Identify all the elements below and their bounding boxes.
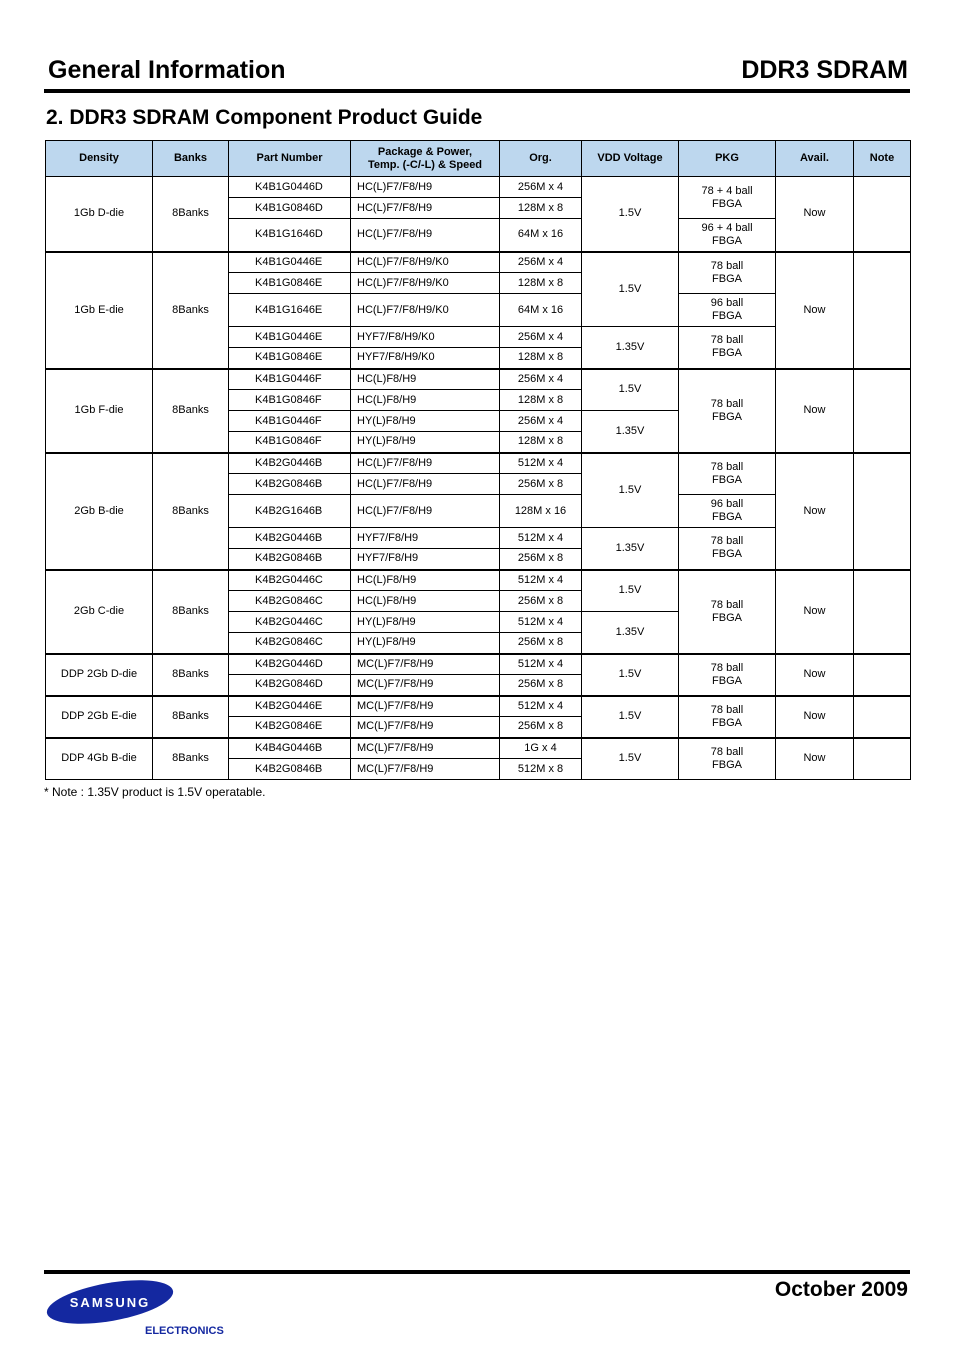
org-cell: 128M x 16 [500, 495, 582, 528]
samsung-logo-text: SAMSUNG [69, 1295, 151, 1310]
pkg-line2: FBGA [712, 234, 742, 247]
pkg-cell [679, 369, 776, 453]
avail-cell: Now [776, 177, 854, 252]
col-header-package-speed [351, 141, 500, 177]
avail-cell: Now [776, 570, 854, 654]
pkg-cell [679, 219, 776, 252]
package-speed-cell: HC(L)F8/H9 [351, 591, 500, 612]
footer-date: October 2009 [774, 1278, 908, 1301]
part-number-cell: K4B2G0446D [229, 654, 351, 675]
package-speed-cell: MC(L)F7/F8/H9 [351, 738, 500, 759]
vdd-cell: 1.35V [582, 528, 679, 570]
pkg-cell [679, 177, 776, 219]
org-cell: 256M x 4 [500, 411, 582, 432]
org-cell: 128M x 8 [500, 348, 582, 369]
banks-cell: 8Banks [153, 177, 229, 252]
footer-rule [44, 1270, 910, 1274]
col-header-package-line2: Temp. (-C/-L) & Speed [367, 158, 483, 171]
note-cell [854, 570, 911, 654]
org-cell: 512M x 4 [500, 654, 582, 675]
org-cell: 256M x 8 [500, 591, 582, 612]
vdd-cell: 1.5V [582, 453, 679, 528]
note-cell [854, 453, 911, 570]
vdd-cell: 1.35V [582, 612, 679, 654]
col-header-part-number: Part Number [229, 141, 351, 177]
package-speed-cell: HC(L)F7/F8/H9 [351, 453, 500, 474]
part-number-cell: K4B1G0446D [229, 177, 351, 198]
density-cell: DDP 2Gb E-die [46, 696, 153, 738]
package-speed-cell: HC(L)F7/F8/H9/K0 [351, 252, 500, 273]
package-speed-cell: HY(L)F8/H9 [351, 633, 500, 654]
banks-cell: 8Banks [153, 696, 229, 738]
pkg-line2: FBGA [712, 758, 742, 771]
pkg-line1: 78 ball [710, 460, 744, 473]
pkg-line2: FBGA [712, 310, 742, 322]
avail-cell: Now [776, 453, 854, 570]
org-cell: 512M x 4 [500, 696, 582, 717]
avail-cell: Now [776, 369, 854, 453]
pkg-line1: 78 ball [710, 598, 744, 611]
footnote: * Note : 1.35V product is 1.5V operatable. [44, 785, 266, 799]
density-cell: DDP 2Gb D-die [46, 654, 153, 696]
pkg-cell [679, 528, 776, 570]
part-number-cell: K4B2G0446B [229, 453, 351, 474]
pkg-line2: FBGA [712, 347, 742, 360]
density-cell: 2Gb C-die [46, 570, 153, 654]
package-speed-cell: MC(L)F7/F8/H9 [351, 759, 500, 780]
package-speed-cell: MC(L)F7/F8/H9 [351, 717, 500, 738]
col-header-package-line1: Package & Power, [377, 145, 473, 158]
density-cell: 1Gb E-die [46, 252, 153, 369]
table-row [46, 570, 911, 591]
package-speed-cell: HYF7/F8/H9 [351, 549, 500, 570]
package-speed-cell: HC(L)F8/H9 [351, 369, 500, 390]
org-cell: 256M x 8 [500, 549, 582, 570]
part-number-cell: K4B4G0446B [229, 738, 351, 759]
col-header-density: Density [46, 141, 153, 177]
package-speed-cell: HC(L)F7/F8/H9 [351, 198, 500, 219]
package-speed-cell: HC(L)F8/H9 [351, 570, 500, 591]
part-number-cell: K4B1G1646D [229, 219, 351, 252]
note-cell [854, 654, 911, 696]
org-cell: 256M x 4 [500, 252, 582, 273]
col-header-pkg: PKG [679, 141, 776, 177]
vdd-cell: 1.5V [582, 738, 679, 780]
banks-cell: 8Banks [153, 654, 229, 696]
pkg-line1: 78 ball [710, 259, 744, 272]
package-speed-cell: HC(L)F7/F8/H9 [351, 177, 500, 198]
part-number-cell: K4B1G0846F [229, 432, 351, 453]
vdd-cell: 1.5V [582, 369, 679, 411]
org-cell: 512M x 4 [500, 612, 582, 633]
table-body [46, 177, 911, 780]
banks-cell: 8Banks [153, 738, 229, 780]
density-cell: DDP 4Gb B-die [46, 738, 153, 780]
pkg-line2: FBGA [712, 473, 742, 486]
avail-cell: Now [776, 252, 854, 369]
vdd-cell: 1.5V [582, 696, 679, 738]
org-cell: 512M x 4 [500, 570, 582, 591]
col-header-vdd: VDD Voltage [582, 141, 679, 177]
part-number-cell: K4B2G0846B [229, 549, 351, 570]
package-speed-cell: HC(L)F7/F8/H9 [351, 474, 500, 495]
org-cell: 256M x 8 [500, 675, 582, 696]
org-cell: 256M x 4 [500, 369, 582, 390]
samsung-logo [44, 1278, 176, 1326]
part-number-cell: K4B2G0446C [229, 570, 351, 591]
org-cell: 256M x 8 [500, 717, 582, 738]
note-cell [854, 177, 911, 252]
product-guide-table [45, 140, 911, 780]
part-number-cell: K4B1G0846E [229, 348, 351, 369]
org-cell: 128M x 8 [500, 273, 582, 294]
pkg-cell [679, 495, 776, 528]
part-number-cell: K4B2G0846B [229, 474, 351, 495]
part-number-cell: K4B2G0846D [229, 675, 351, 696]
pkg-line1: 78 ball [710, 397, 744, 410]
table-header-row [46, 141, 911, 177]
org-cell: 512M x 4 [500, 453, 582, 474]
pkg-line1: 78 ball [710, 745, 744, 758]
density-cell: 1Gb D-die [46, 177, 153, 252]
part-number-cell: K4B1G0446E [229, 252, 351, 273]
avail-cell: Now [776, 696, 854, 738]
part-number-cell: K4B1G0846E [229, 273, 351, 294]
header-right-title: DDR3 SDRAM [741, 56, 908, 84]
pkg-line2: FBGA [712, 674, 742, 687]
pkg-line1: 78 + 4 ball [701, 184, 753, 197]
pkg-cell [679, 696, 776, 738]
pkg-line2: FBGA [712, 197, 742, 210]
header-left-title: General Information [48, 56, 286, 84]
pkg-cell [679, 654, 776, 696]
col-header-banks: Banks [153, 141, 229, 177]
org-cell: 256M x 8 [500, 633, 582, 654]
package-speed-cell: HC(L)F7/F8/H9/K0 [351, 294, 500, 327]
package-speed-cell: MC(L)F7/F8/H9 [351, 654, 500, 675]
pkg-cell [679, 252, 776, 294]
samsung-logo-ellipse [44, 1278, 176, 1326]
part-number-cell: K4B1G0446F [229, 369, 351, 390]
pkg-line1: 78 ball [710, 535, 744, 548]
package-speed-cell: MC(L)F7/F8/H9 [351, 675, 500, 696]
pkg-cell [679, 453, 776, 495]
section-title: 2. DDR3 SDRAM Component Product Guide [46, 106, 483, 129]
pkg-cell [679, 738, 776, 780]
package-speed-cell: HC(L)F7/F8/H9 [351, 495, 500, 528]
org-cell: 512M x 4 [500, 528, 582, 549]
pkg-line1: 78 ball [710, 703, 744, 716]
part-number-cell: K4B1G0846D [229, 198, 351, 219]
header-rule [44, 89, 910, 93]
org-cell: 256M x 4 [500, 177, 582, 198]
part-number-cell: K4B2G0846B [229, 759, 351, 780]
package-speed-cell: HC(L)F8/H9 [351, 390, 500, 411]
table-row [46, 654, 911, 675]
part-number-cell: K4B2G0446B [229, 528, 351, 549]
banks-cell: 8Banks [153, 252, 229, 369]
package-speed-cell: HC(L)F7/F8/H9 [351, 219, 500, 252]
pkg-cell [679, 294, 776, 327]
package-speed-cell: HC(L)F7/F8/H9/K0 [351, 273, 500, 294]
col-header-avail: Avail. [776, 141, 854, 177]
pkg-line1: 78 ball [710, 661, 744, 674]
package-speed-cell: HY(L)F8/H9 [351, 612, 500, 633]
org-cell: 256M x 8 [500, 474, 582, 495]
banks-cell: 8Banks [153, 369, 229, 453]
part-number-cell: K4B2G0446E [229, 696, 351, 717]
package-speed-cell: HYF7/F8/H9 [351, 528, 500, 549]
pkg-line2: FBGA [712, 272, 742, 285]
part-number-cell: K4B1G0846F [229, 390, 351, 411]
table-row [46, 738, 911, 759]
table-row [46, 369, 911, 390]
org-cell: 128M x 8 [500, 432, 582, 453]
org-cell: 64M x 16 [500, 219, 582, 252]
note-cell [854, 369, 911, 453]
part-number-cell: K4B2G0846E [229, 717, 351, 738]
pkg-line2: FBGA [712, 410, 742, 423]
pkg-line1: 96 + 4 ball [701, 221, 753, 234]
table-row [46, 252, 911, 273]
pkg-cell [679, 570, 776, 654]
org-cell: 128M x 8 [500, 198, 582, 219]
samsung-logo-subtext: ELECTRONICS [145, 1325, 224, 1337]
vdd-cell: 1.35V [582, 327, 679, 369]
package-speed-cell: HYF7/F8/H9/K0 [351, 348, 500, 369]
table-row [46, 177, 911, 198]
part-number-cell: K4B1G0446E [229, 327, 351, 348]
part-number-cell: K4B2G1646B [229, 495, 351, 528]
package-speed-cell: MC(L)F7/F8/H9 [351, 696, 500, 717]
avail-cell: Now [776, 738, 854, 780]
vdd-cell: 1.5V [582, 570, 679, 612]
org-cell: 512M x 8 [500, 759, 582, 780]
org-cell: 64M x 16 [500, 294, 582, 327]
package-speed-cell: HY(L)F8/H9 [351, 411, 500, 432]
vdd-cell: 1.5V [582, 654, 679, 696]
vdd-cell: 1.5V [582, 177, 679, 252]
banks-cell: 8Banks [153, 570, 229, 654]
vdd-cell: 1.35V [582, 411, 679, 453]
note-cell [854, 738, 911, 780]
pkg-cell [679, 327, 776, 369]
note-cell [854, 252, 911, 369]
table-row [46, 696, 911, 717]
pkg-line2: FBGA [712, 548, 742, 561]
density-cell: 1Gb F-die [46, 369, 153, 453]
part-number-cell: K4B2G0846C [229, 591, 351, 612]
pkg-line1: 96 ball [710, 498, 744, 510]
avail-cell: Now [776, 654, 854, 696]
pkg-line2: FBGA [712, 716, 742, 729]
density-cell: 2Gb B-die [46, 453, 153, 570]
org-cell: 256M x 4 [500, 327, 582, 348]
part-number-cell: K4B2G0446C [229, 612, 351, 633]
part-number-cell: K4B1G1646E [229, 294, 351, 327]
package-speed-cell: HY(L)F8/H9 [351, 432, 500, 453]
vdd-cell: 1.5V [582, 252, 679, 327]
pkg-line2: FBGA [712, 611, 742, 624]
banks-cell: 8Banks [153, 453, 229, 570]
org-cell: 128M x 8 [500, 390, 582, 411]
part-number-cell: K4B2G0846C [229, 633, 351, 654]
org-cell: 1G x 4 [500, 738, 582, 759]
pkg-line1: 96 ball [710, 297, 744, 309]
col-header-note: Note [854, 141, 911, 177]
table-row [46, 453, 911, 474]
pkg-line2: FBGA [712, 511, 742, 523]
note-cell [854, 696, 911, 738]
pkg-line1: 78 ball [710, 334, 744, 347]
package-speed-cell: HYF7/F8/H9/K0 [351, 327, 500, 348]
col-header-org: Org. [500, 141, 582, 177]
part-number-cell: K4B1G0446F [229, 411, 351, 432]
